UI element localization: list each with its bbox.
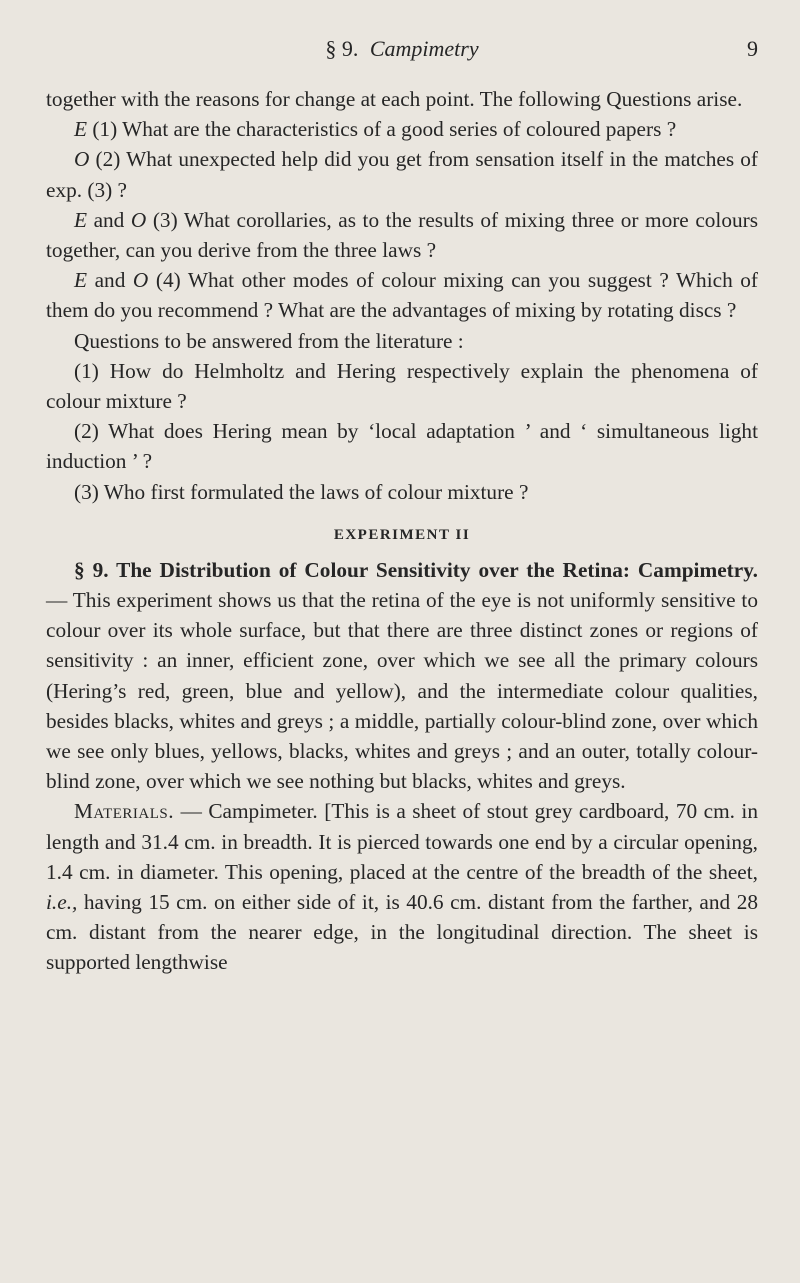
section-title: § 9. The Distribution of Colour Sensitivity over the Retina: Campimetry. [74, 557, 758, 582]
question-2-tag: O [74, 147, 90, 172]
running-head [46, 36, 758, 72]
book-page [46, 36, 758, 978]
question-4 [46, 265, 758, 325]
question-3-text: (3) What corollaries, as to the results of mixing three or more colours together, can you derive from the three laws ? [46, 207, 759, 263]
materials-paragraph [46, 796, 758, 977]
materials-ie: i.e., [46, 890, 78, 915]
experiment-heading: EXPERIMENT II [333, 526, 471, 543]
literature-question-2: (2) What does Hering mean by ‘local adaptation ’ and ‘ simultaneous light induction ’ ? [46, 419, 758, 474]
question-2-text: (2) What unexpected help did you get from sensation itself in the matches of exp. (3) ? [46, 147, 759, 202]
question-4-tag-a: E [74, 268, 88, 293]
materials-text-1: — Campimeter. [This is a sheet of stout grey cardboard, 70 cm. in length and 31.4 cm. in breadth. It is pierced towards one end by a circular opening, 1.4 cm. in diameter. This opening, placed at the centre of the breadth of the sheet, [46, 799, 758, 884]
question-1 [46, 114, 758, 144]
question-1-text: (1) What are the characteristics of a good series of coloured papers ? [92, 117, 677, 142]
section-body: — This experiment shows us that the retina of the eye is not uniformly sensitive to colour over its whole surface, but that there are three distinct zones or regions of sensitivity : an inner, efficient zone, over which we see all the primary colours (Hering’s red, green, blue and yellow), and the intermediate colour qualities, besides blacks, whites and greys ; a middle, partially colour-blind zone, over which we see only blues, yellows, blacks, whites and greys ; and an outer, totally colour-blind zone, over which we see nothing but blacks, whites and greys. [46, 588, 758, 794]
running-section: § 9. [325, 36, 359, 61]
literature-intro: Questions to be answered from the literature : [74, 328, 464, 353]
question-4-text: (4) What other modes of colour mixing can you suggest ? Which of them do you recommend ? What are the advantages of mixing by rotating discs ? [46, 268, 759, 323]
running-title [46, 36, 758, 62]
question-3-tag-a: E [74, 207, 88, 232]
question-3-tag-b: O [130, 207, 147, 232]
question-3-and: and [93, 207, 125, 232]
paragraph-continuation: together with the reasons for change at each point. The following Questions arise. [46, 87, 743, 111]
materials-text-2: having 15 cm. on either side of it, is 40.6 cm. distant from the farther, and 28 cm. distant from the nearer edge, in the longitudinal direction. The sheet is supported lengthwise [46, 890, 758, 975]
question-4-tag-b: O [132, 268, 149, 293]
section-paragraph [46, 555, 758, 797]
question-1-tag: E [74, 117, 88, 142]
question-2 [46, 144, 758, 204]
materials-label: Materials. [74, 799, 175, 824]
literature-question-1: (1) How do Helmholtz and Hering respectively explain the phenomena of colour mixture ? [46, 358, 758, 414]
running-title-text: Campimetry [369, 36, 479, 61]
question-3 [46, 205, 758, 265]
page-number: 9 [747, 36, 758, 61]
question-4-and: and [94, 268, 126, 293]
body-text [46, 84, 758, 978]
literature-question-3: (3) Who first formulated the laws of colour mixture ? [74, 479, 529, 504]
